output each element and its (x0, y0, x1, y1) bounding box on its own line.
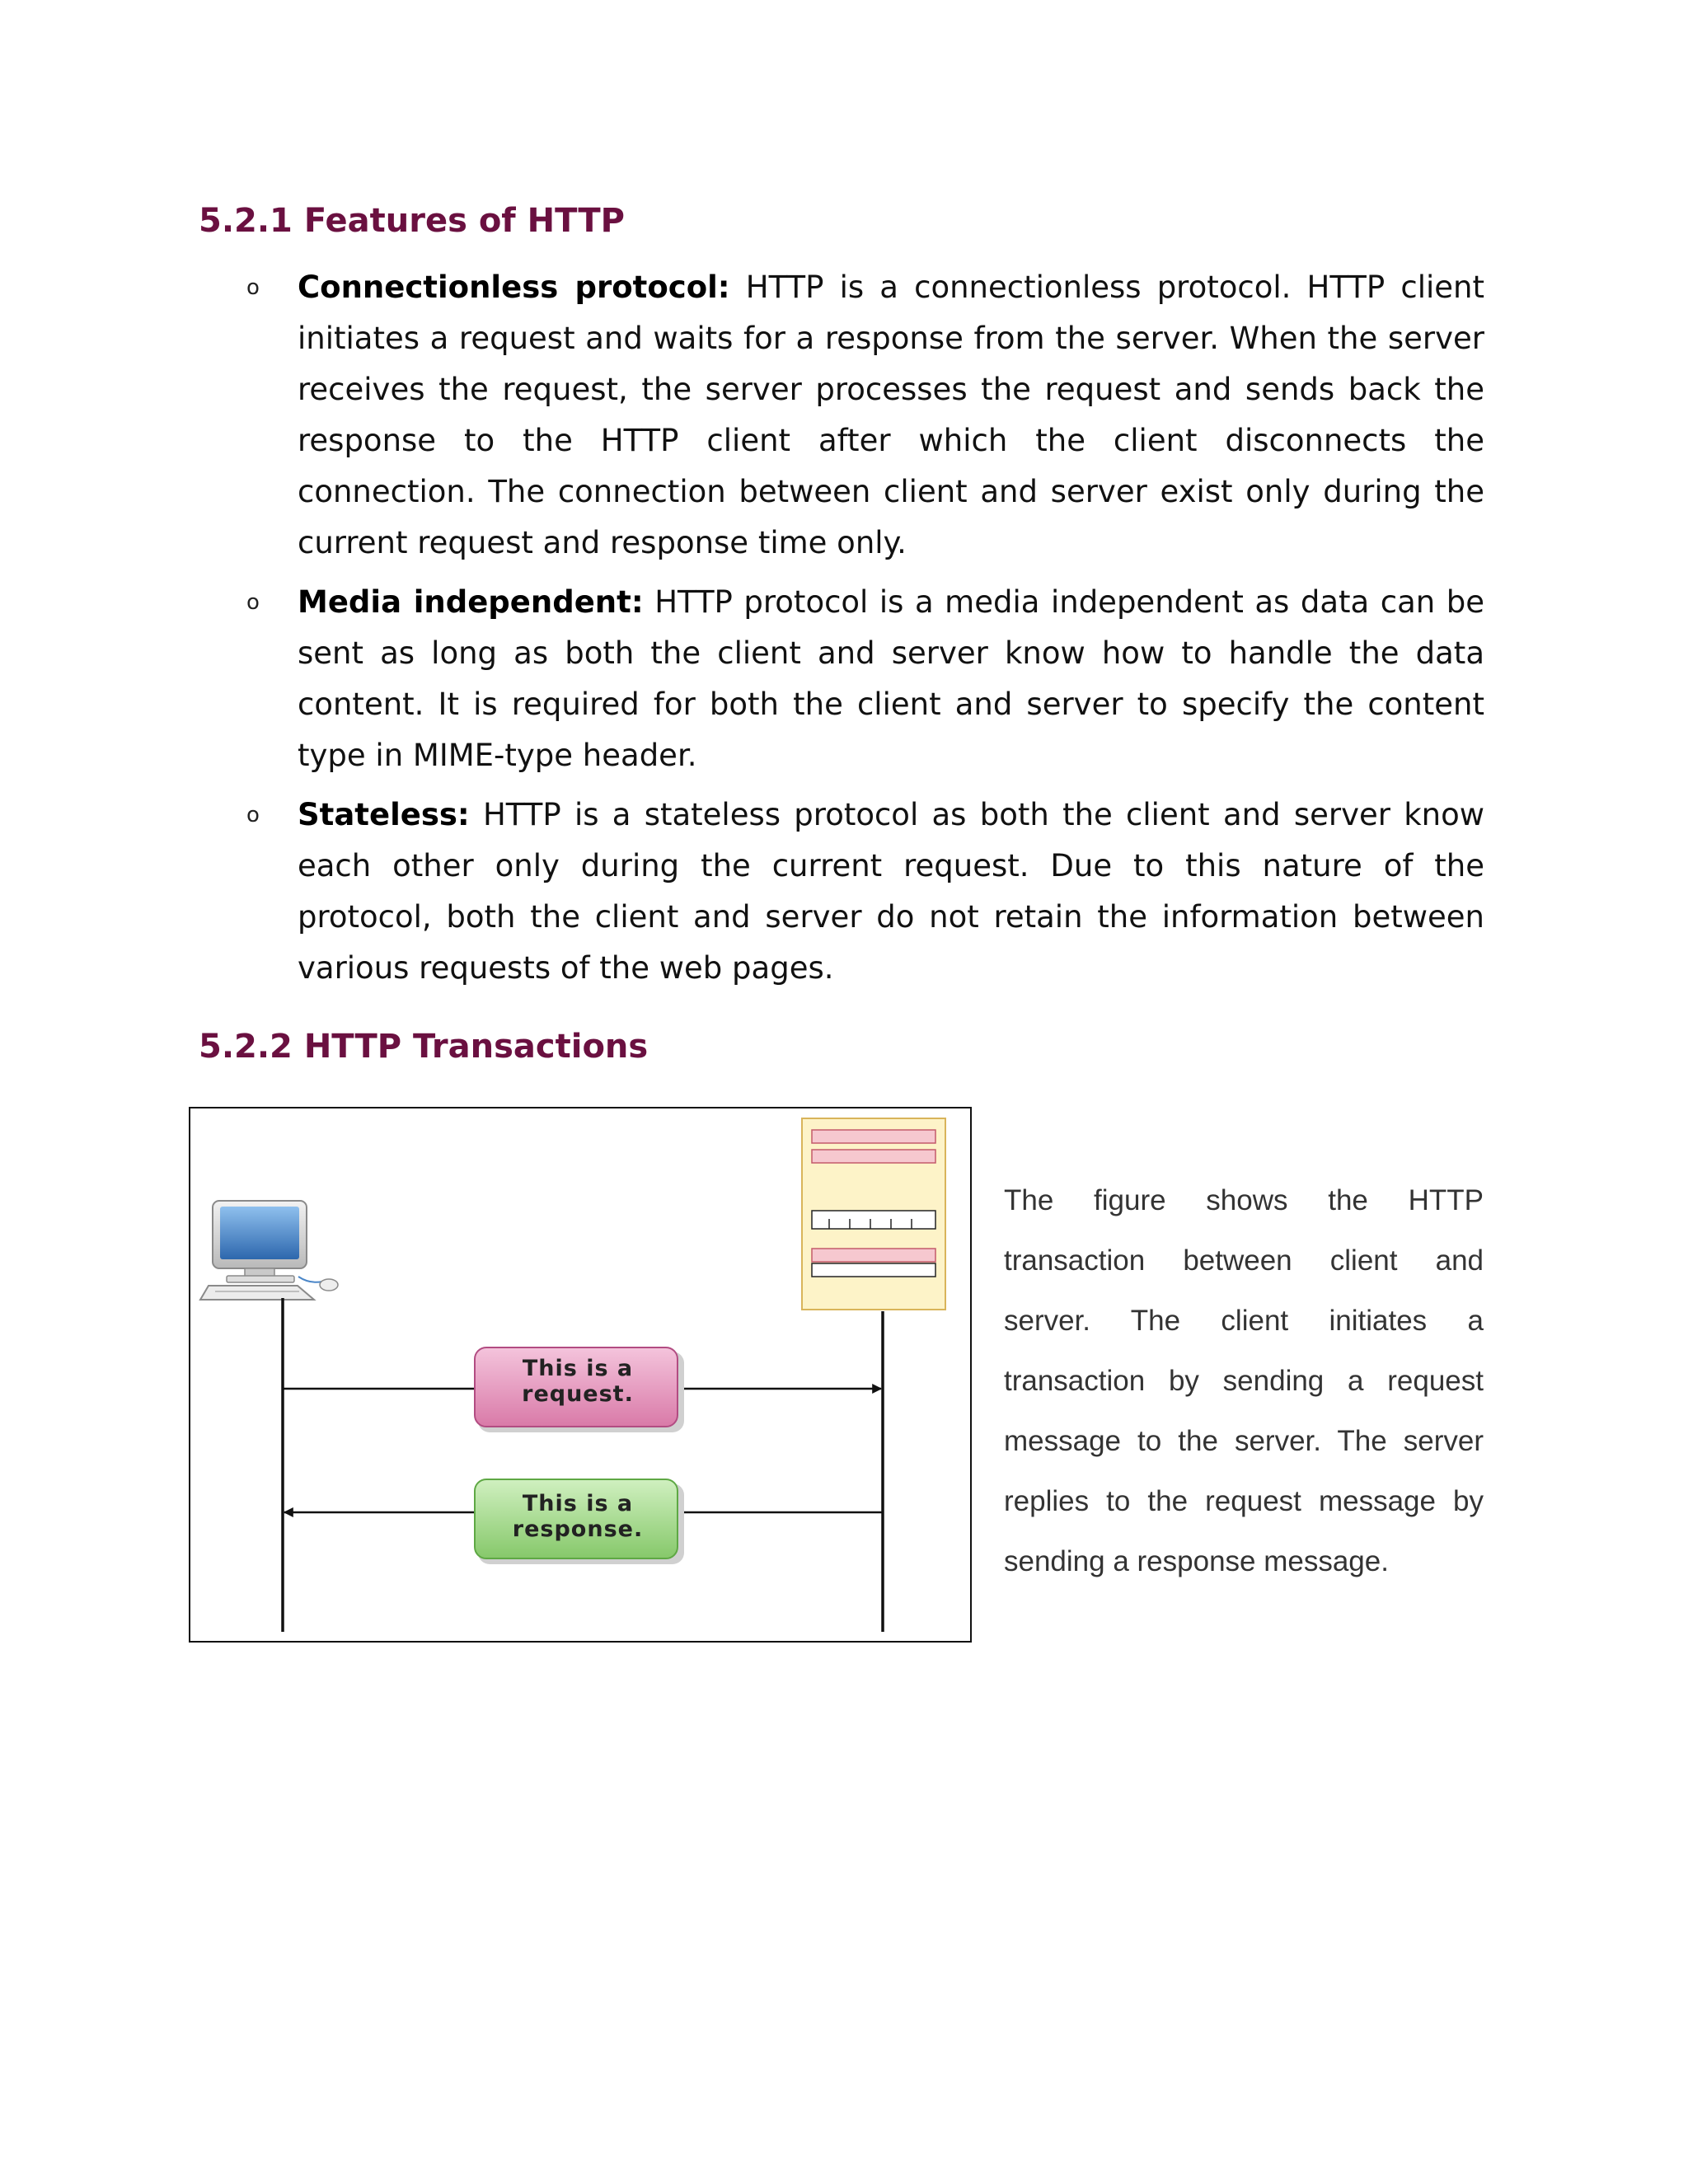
http-transaction-figure (189, 1107, 972, 1643)
figure-description: The figure shows the HTTP transaction between client and server. The client initiates a transaction by sending a request message to the server. The server replies to the request message by sending a response message. (1004, 1184, 1484, 1577)
response-label-line: This is a (522, 1491, 634, 1516)
list-item (199, 577, 1484, 781)
response-label (475, 1491, 681, 1542)
feature-media-independent (298, 577, 1484, 781)
feature-description: HTTP is a stateless protocol as both the client and server know each other only during the current request. Due to this nature of the protocol, both the client and server do not retain the information between various requests of the web pages. (298, 797, 1484, 986)
request-label-line: This is a (522, 1356, 634, 1381)
features-list (199, 262, 1484, 1002)
feature-description: HTTP protocol is a media independent as data can be sent as long as both the client and server know how to handle the data content. It is required for both the client and server to specify the content type in MIME-type header. (298, 584, 1485, 773)
list-item (199, 262, 1484, 569)
feature-term: Stateless: (298, 797, 470, 832)
bullet-circle-icon: o (246, 590, 260, 615)
request-label (475, 1356, 681, 1407)
feature-stateless (298, 790, 1484, 994)
bullet-circle-icon: o (246, 803, 260, 827)
section-heading-transactions: 5.2.2 HTTP Transactions (199, 1028, 649, 1066)
request-label-line: request. (522, 1381, 634, 1407)
section-heading-features: 5.2.1 Features of HTTP (199, 202, 625, 240)
response-label-line: response. (512, 1516, 644, 1542)
feature-term: Media independent: (298, 584, 644, 620)
computer-icon (200, 1201, 338, 1300)
feature-description: HTTP is a connectionless protocol. HTTP client initiates a request and waits for a response from the server. When the server receives the request, the server processes the request and sends back the response to the HTTP client after which the client disconnects the connection. The connection between client and server exist only during the current request and response time only. (298, 269, 1484, 560)
feature-connectionless (298, 262, 1484, 569)
feature-term: Connectionless protocol: (298, 269, 730, 305)
bullet-circle-icon: o (246, 275, 260, 300)
list-item (199, 790, 1484, 994)
server-document-icon (802, 1118, 945, 1310)
